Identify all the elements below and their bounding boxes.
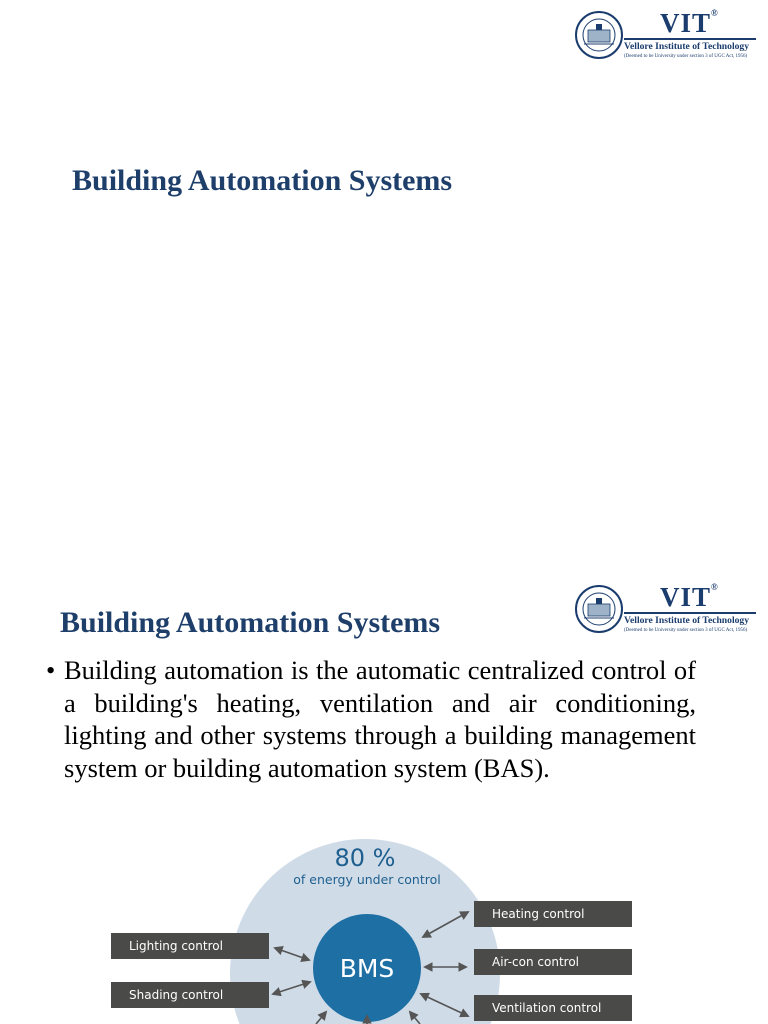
ventilation-control-box: Ventilation control <box>474 995 632 1021</box>
heating-control-box: Heating control <box>474 901 632 927</box>
logo-deemed-note: (Deemed to be University under section 3 of UGC Act, 1956) <box>624 54 748 59</box>
bullet-text: Building automation is the automatic centralized control of a building's heating, ventilation and air conditioning, lighting and other systems through a building management system or building automation system (BAS). <box>64 655 696 783</box>
energy-percentage: 80 % <box>334 844 396 872</box>
logo-vit-text: VIT® <box>660 8 719 38</box>
energy-caption: of energy under control <box>293 872 441 887</box>
logo-divider <box>624 38 756 40</box>
logo-divider <box>624 612 756 614</box>
shading-control-box: Shading control <box>111 982 269 1008</box>
content-slide <box>0 572 768 1024</box>
logo-institute-name: Vellore Institute of Technology <box>624 41 749 52</box>
bullet-marker: • <box>46 655 56 685</box>
lighting-control-box: Lighting control <box>111 933 269 959</box>
slide-title: Building Automation Systems <box>72 164 453 197</box>
bms-diagram <box>0 834 768 1024</box>
logo-deemed-note: (Deemed to be University under section 3 of UGC Act, 1956) <box>624 628 748 633</box>
bms-label: BMS <box>339 954 395 983</box>
university-seal-icon <box>574 10 624 60</box>
vit-logo <box>574 8 764 64</box>
bullet-point <box>46 654 696 784</box>
logo-vit-text: VIT® <box>660 582 719 612</box>
logo-institute-name: Vellore Institute of Technology <box>624 615 749 626</box>
university-seal-icon <box>574 584 624 634</box>
slide-title: Building Automation Systems <box>60 606 441 639</box>
aircon-control-box: Air-con control <box>474 949 632 975</box>
vit-logo <box>574 582 764 638</box>
